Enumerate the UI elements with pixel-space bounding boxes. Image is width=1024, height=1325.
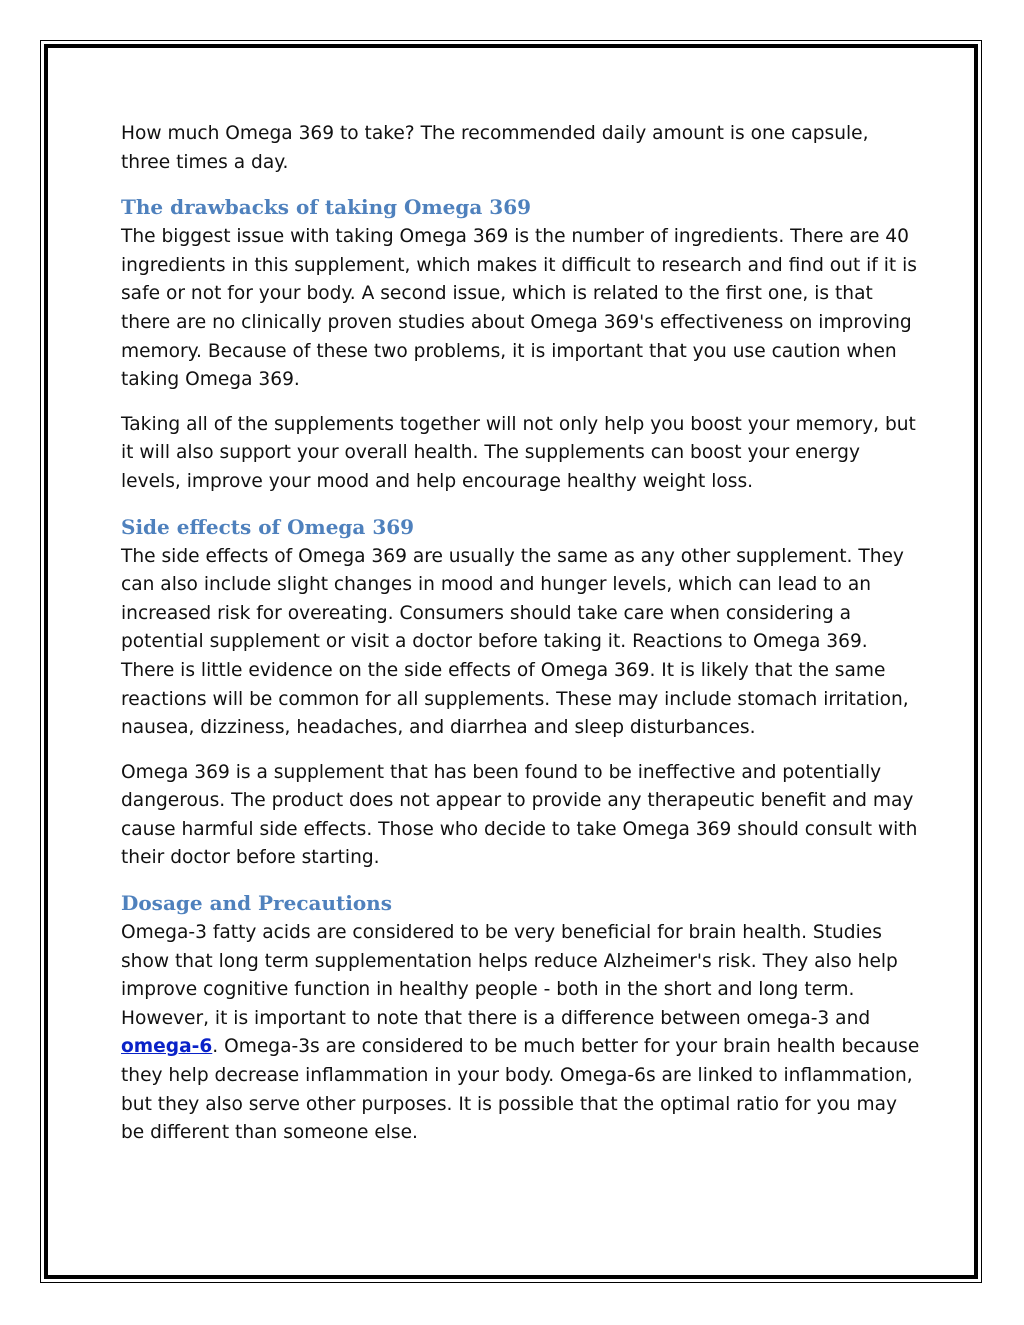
dosage-text-before-link: Omega-3 fatty acids are considered to be very beneficial for brain health. Studies show that long term supplementation helps reduce Alzheimer's risk. They also help improve cognitive function in healthy people - both in the short and long term. However, it is important to note that there is a difference between omega-3 and [121, 922, 898, 1029]
heading-dosage: Dosage and Precautions [121, 891, 392, 916]
paragraph-drawbacks-2: Taking all of the supplements together will not only help you boost your memory, but it will also support your overall health. The supplements can boost your energy levels, improve your mood and help encourage healthy weight loss. [121, 413, 916, 492]
heading-side-effects: Side effects of Omega 369 [121, 514, 415, 539]
paragraph-side-effects-1: The side effects of Omega 369 are usually the same as any other supplement. They can also include slight changes in mood and hunger levels, which can lead to an increased risk for overeating. Consumers should take care when considering a potential supplement or visit a doctor before taking it. Reactions to Omega 369. There is little evidence on the side effects of Omega 369. It is likely that the same reactions will be common for all supplements. These may include stomach irritation, nausea, dizziness, headaches, and diarrhea and sleep disturbances. [121, 545, 909, 739]
paragraph-side-effects-2: Omega 369 is a supplement that has been found to be ineffective and potentially dangerous. The product does not appear to provide any therapeutic benefit and may cause harmful side effects. Those who decide to take Omega 369 should consult with their doctor before starting. [121, 761, 918, 869]
paragraph-dosage [121, 919, 921, 1148]
omega-6-link[interactable]: omega-6 [121, 1036, 213, 1058]
heading-drawbacks: The drawbacks of taking Omega 369 [121, 195, 532, 220]
paragraph-drawbacks-1: The biggest issue with taking Omega 369 is the number of ingredients. There are 40 ingredients in this supplement, which makes it difficult to research and find out if it is safe or not for your body. A second issue, which is related to the first one, is that there are no clinically proven studies about Omega 369's effectiveness on improving memory. Because of these two problems, it is important that you use caution when taking Omega 369. [121, 226, 917, 391]
intro-paragraph: How much Omega 369 to take? The recommended daily amount is one capsule, three times a day. [121, 123, 869, 173]
dosage-text-after-link: . Omega-3s are considered to be much better for your brain health because they help decrease inflammation in your body. Omega-6s are linked to inflammation, but they also serve other purposes. It is possible that the optimal ratio for you may be different than someone else. [121, 1036, 920, 1144]
document-body [121, 120, 921, 1164]
